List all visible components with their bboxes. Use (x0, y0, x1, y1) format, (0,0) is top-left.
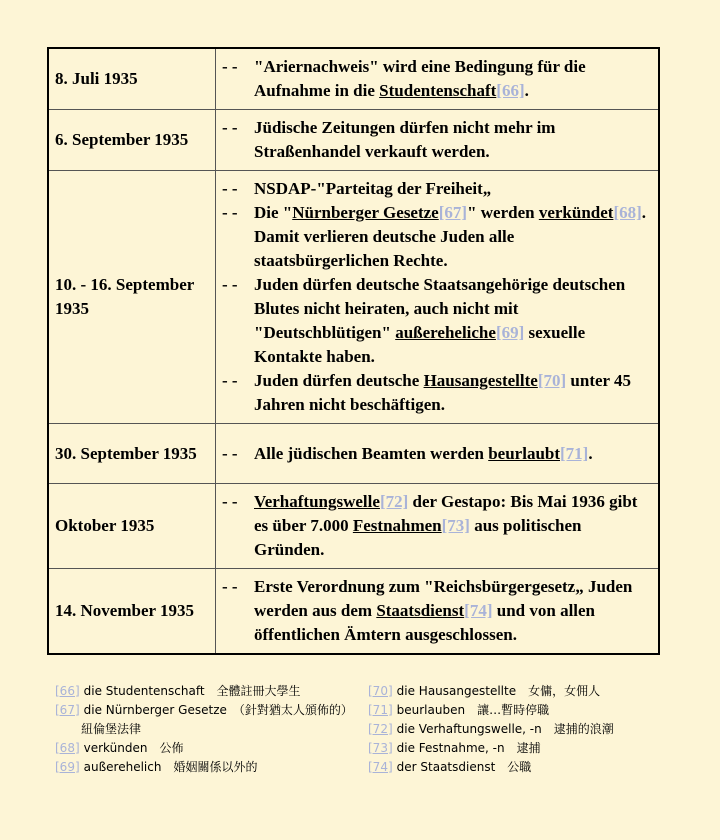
date-cell: Oktober 1935 (48, 484, 216, 569)
event-text: Alle jüdischen Beamten werden (254, 443, 489, 463)
event-text: der Gestapo: Bis Mai 1936 gibt es über 7.000 (254, 492, 638, 535)
event-dash: - - (222, 57, 238, 76)
glossary-term: Hausangestellte (423, 371, 538, 390)
date-cell: 8. Juli 1935 (48, 48, 216, 110)
event-text: NSDAP-"Parteitag der Freiheit„ (254, 179, 492, 198)
event-text: Juden dürfen deutsche (254, 371, 424, 390)
event-dash: - - (222, 118, 238, 137)
footnote-text: beurlauben 讓…暫時停職 (396, 703, 550, 717)
footnote-ref[interactable]: [72] (368, 722, 393, 736)
footnote-text: der Staatsdienst 公職 (396, 760, 532, 774)
footnote-text: die Festnahme, -n 逮捕 (396, 741, 541, 755)
timeline-row (48, 171, 659, 424)
footnote-link[interactable]: [66] (496, 81, 525, 100)
footnote-ref[interactable]: [71] (368, 703, 393, 717)
footnote-item (55, 682, 355, 701)
footnote-link[interactable]: [74] (464, 601, 493, 620)
footnote-text: die Studentenschaft 全體註冊大學生 (83, 684, 301, 698)
timeline-row (48, 424, 659, 484)
footnote-text: außerehelich 婚姻關係以外的 (83, 760, 258, 774)
event-text: Erste Verordnung zum "Reichsbürgergesetz„ Juden werden aus dem (254, 577, 633, 620)
footnote-link[interactable]: [73] (441, 516, 470, 535)
footnote-link[interactable]: [67] (438, 203, 468, 222)
event-text: " werden (467, 203, 539, 222)
timeline-row (48, 484, 659, 569)
glossary-term: Festnahmen (352, 516, 442, 535)
footnote-item (55, 739, 355, 758)
footnotes-left (55, 682, 355, 777)
event-dash: - - (222, 443, 238, 463)
event-text: und von allen öffentlichen Ämtern ausgeschlossen. (254, 601, 596, 644)
footnote-link[interactable]: [70] (537, 371, 567, 390)
event-text: unter 45 Jahren nicht beschäftigen. (254, 371, 632, 414)
event-text: Juden dürfen deutsche Staatsangehörige deutschen Blutes nicht heiraten, auch nicht mit "Deutschblütigen" (254, 275, 626, 342)
footnote-item (368, 682, 688, 701)
glossary-term: Verhaftungswelle (254, 492, 380, 511)
glossary-term: beurlaubt (488, 443, 561, 463)
footnote-item (55, 758, 355, 777)
glossary-term: Staatsdienst (376, 601, 465, 620)
event-item (222, 177, 652, 201)
event-dash: - - (222, 492, 238, 511)
footnote-item (368, 758, 688, 777)
event-text: "Ariernachweis" wird eine Bedingung für die Aufnahme in die (254, 57, 586, 100)
footnote-text: die Verhaftungswelle, -n 逮捕的浪潮 (396, 722, 614, 736)
events-cell (216, 569, 660, 655)
footnote-item (55, 701, 355, 739)
footnotes-right (368, 682, 688, 777)
footnote-ref[interactable]: [66] (55, 684, 80, 698)
date-cell: 14. November 1935 (48, 569, 216, 655)
footnote-link[interactable]: [72] (379, 492, 409, 511)
event-text: . (588, 443, 593, 463)
events-cell (216, 48, 660, 110)
footnote-item (368, 701, 688, 720)
event-text: . Damit verlieren deutsche Juden alle staatsbürgerlichen Rechte. (254, 203, 647, 270)
event-item (222, 201, 652, 273)
event-text: aus politischen Gründen. (254, 516, 582, 559)
footnote-text: verkünden 公佈 (83, 741, 184, 755)
event-item (222, 369, 652, 417)
glossary-term: außereheliche (395, 323, 496, 342)
event-item (222, 490, 652, 562)
event-dash: - - (222, 179, 238, 198)
events-cell (216, 110, 660, 171)
footnote-ref[interactable]: [74] (368, 760, 393, 774)
event-text: sexuelle Kontakte haben. (254, 323, 586, 366)
event-dash: - - (222, 275, 238, 294)
timeline-table (47, 47, 660, 655)
footnote-link[interactable]: [68] (613, 203, 642, 222)
date-cell: 30. September 1935 (48, 424, 216, 484)
timeline-row (48, 569, 659, 655)
event-item (222, 273, 652, 369)
event-item (222, 55, 652, 103)
footnote-ref[interactable]: [73] (368, 741, 393, 755)
events-cell (216, 424, 660, 484)
date-cell: 6. September 1935 (48, 110, 216, 171)
event-item (222, 116, 652, 164)
timeline-row (48, 110, 659, 171)
footnote-ref[interactable]: [70] (368, 684, 393, 698)
event-text: Jüdische Zeitungen dürfen nicht mehr im Straßenhandel verkauft werden. (254, 118, 556, 161)
footnote-ref[interactable]: [68] (55, 741, 80, 755)
footnote-item (368, 739, 688, 758)
event-dash: - - (222, 203, 238, 222)
glossary-term: verkündet (538, 203, 614, 222)
timeline-row (48, 48, 659, 110)
event-text: Die " (254, 203, 293, 222)
events-cell (216, 171, 660, 424)
event-dash: - - (222, 371, 238, 390)
footnote-text: die Nürnberger Gesetze （針對猶太人頒佈的）紐倫堡法律 (81, 703, 353, 736)
footnote-text: die Hausangestellte 女傭，女佣人 (396, 684, 601, 698)
footnote-ref[interactable]: [69] (55, 760, 80, 774)
footnote-ref[interactable]: [67] (55, 703, 80, 717)
footnote-link[interactable]: [71] (560, 443, 589, 463)
footnote-link[interactable]: [69] (495, 323, 525, 342)
glossary-term: Studentenschaft (379, 81, 497, 100)
event-item (222, 442, 652, 466)
event-text: . (524, 81, 529, 100)
event-dash: - - (222, 577, 238, 596)
footnote-item (368, 720, 688, 739)
glossary-term: Nürnberger Gesetze (292, 203, 439, 222)
date-cell: 10. - 16. September 1935 (48, 171, 216, 424)
event-item (222, 575, 652, 647)
events-cell (216, 484, 660, 569)
